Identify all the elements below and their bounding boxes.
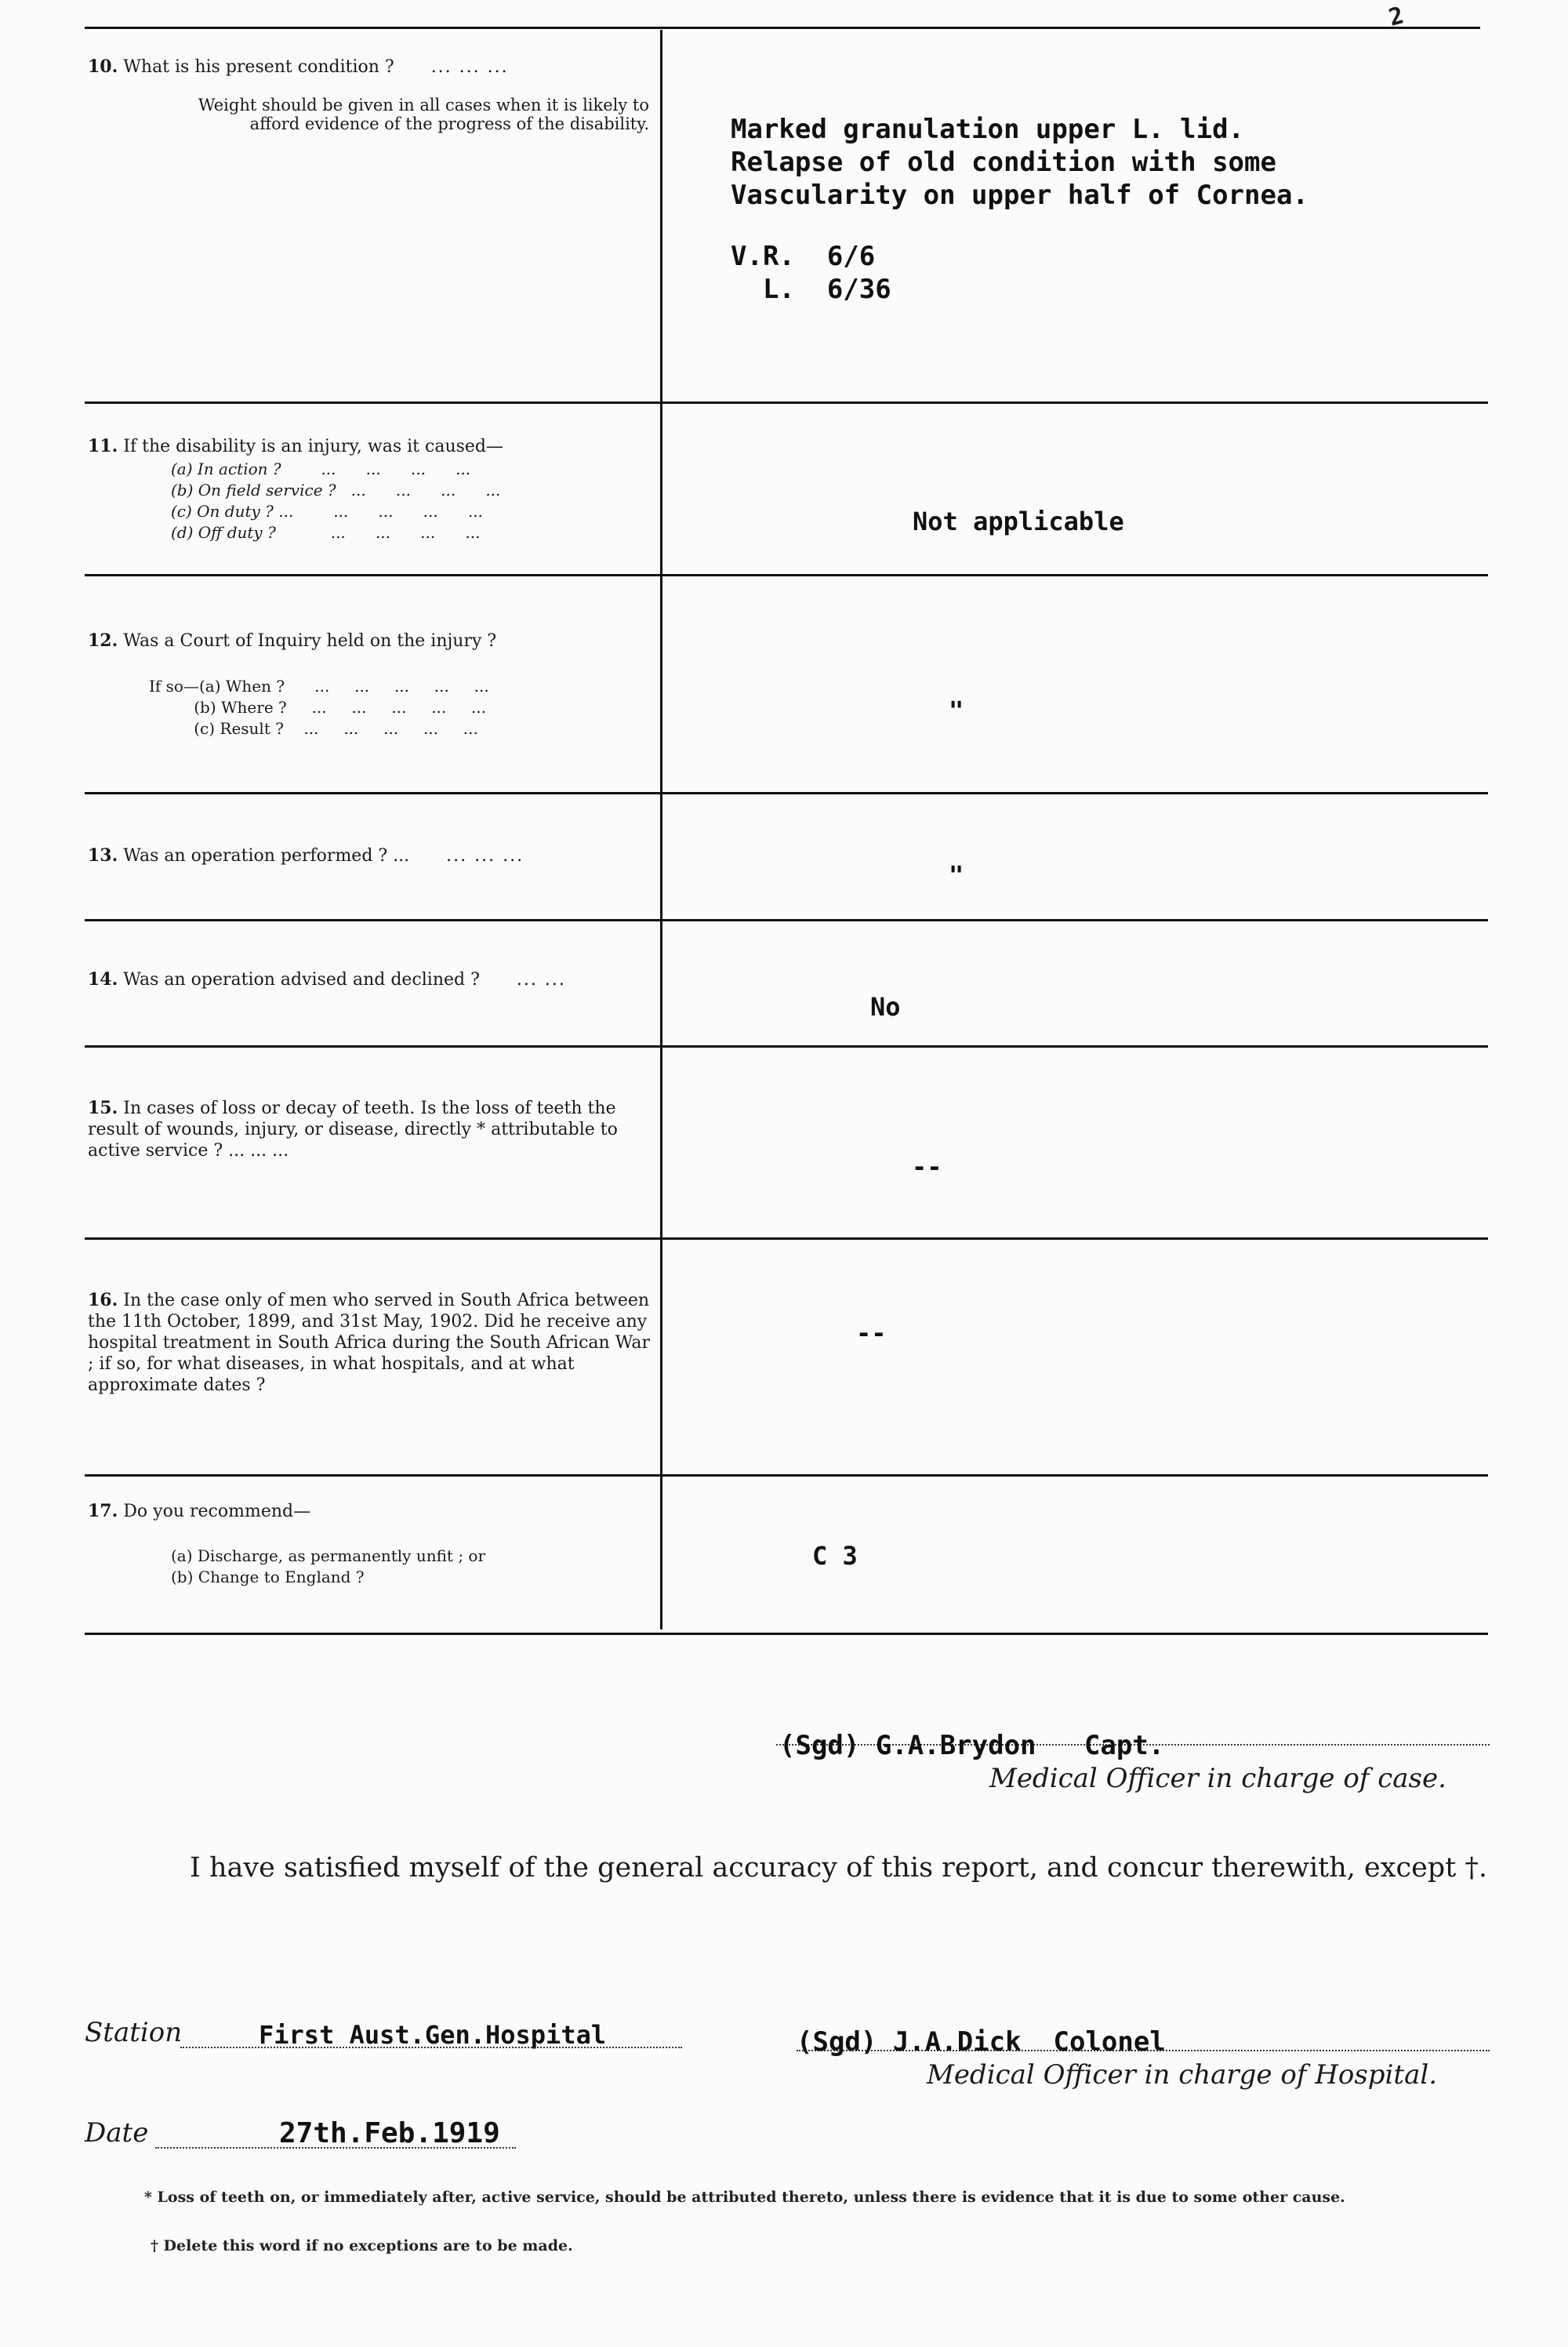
footnote-teeth: * Loss of teeth on, or immediately after, active service, should be attributed thereto, unless there is evidence that it is due to some other cause.: [144, 2189, 1345, 2206]
answer-10: Marked granulation upper L. lid. Relapse of old condition with some Vascularity on upper half of Cornea.: [731, 114, 1308, 211]
row-rule-15: [85, 1237, 1488, 1240]
answer-15: --: [912, 1152, 942, 1182]
question-11-b: (b) On field service ? ... ... ... ...: [171, 481, 501, 500]
date-label: Date: [85, 2117, 149, 2149]
station-value: First Aust.Gen.Hospital: [259, 2020, 607, 2050]
answer-12: ": [949, 696, 964, 725]
answer-13: ": [949, 860, 964, 890]
question-12-a: If so—(a) When ? ... ... ... ... ...: [149, 677, 489, 696]
question-10: 10. What is his present condition ? ... ... ...: [88, 56, 509, 77]
question-17: 17. Do you recommend—: [88, 1501, 311, 1521]
question-12-b: (b) Where ? ... ... ... ... ...: [149, 698, 487, 717]
row-rule-16: [85, 1474, 1488, 1477]
question-12: 12. Was a Court of Inquiry held on the injury ?: [88, 630, 497, 651]
corner-mark: 2: [1385, 2, 1407, 32]
row-rule-14: [85, 1045, 1488, 1048]
question-15: 15. In cases of loss or decay of teeth. Is the loss of teeth the result of wounds, injury, or disease, directly * attributable to active service ? ... ... ...: [88, 1098, 618, 1161]
signature-case-caption: Medical Officer in charge of case.: [989, 1763, 1446, 1794]
answer-17: C 3: [812, 1541, 858, 1571]
row-rule-12: [85, 792, 1488, 794]
concur-statement: I have satisfied myself of the general accuracy of this report, and concur therewith, except †.: [190, 1852, 1488, 1884]
answer-14: No: [870, 992, 901, 1022]
row-rule-11: [85, 574, 1488, 576]
bottom-rule: [85, 1633, 1488, 1635]
row-rule-13: [85, 919, 1488, 921]
question-11: 11. If the disability is an injury, was it caused—: [88, 436, 504, 456]
question-14: 14. Was an operation advised and declined ? ... ...: [88, 969, 566, 990]
question-12-c: (c) Result ? ... ... ... ... ...: [149, 719, 478, 738]
top-rule: [85, 27, 1480, 29]
answer-16: --: [856, 1318, 887, 1348]
question-13: 13. Was an operation performed ? ... ... ... ...: [88, 845, 524, 866]
signature-case-typed: (Sgd) G.A.Brydon Capt.: [779, 1730, 1165, 1761]
date-value: 27th.Feb.1919: [279, 2117, 500, 2149]
signature-hospital-caption: Medical Officer in charge of Hospital.: [927, 2059, 1438, 2091]
question-17-a: (a) Discharge, as permanently unfit ; or: [171, 1546, 486, 1565]
question-16: 16. In the case only of men who served in South Africa between the 11th October, 1899, and 31st May, 1902. Did he receive any hospital treatment in South Africa during the South African War ; if so, for what diseases, in what hospitals, and at what approximate dates ?: [88, 1290, 651, 1395]
question-11-d: (d) Off duty ? ... ... ... ...: [171, 523, 481, 542]
answer-11: Not applicable: [913, 507, 1124, 536]
column-divider: [660, 30, 662, 1629]
question-11-a: (a) In action ? ... ... ... ...: [171, 460, 471, 478]
answer-10-vision: V.R. 6/6 L. 6/36: [731, 241, 891, 305]
question-11-c: (c) On duty ? ... ... ... ... ...: [171, 502, 483, 521]
station-label: Station: [85, 2017, 183, 2048]
footnote-dagger: † Delete this word if no exceptions are to be made.: [151, 2237, 573, 2254]
signature-hospital-typed: (Sgd) J.A.Dick Colonel: [797, 2026, 1166, 2058]
question-17-b: (b) Change to England ?: [171, 1568, 365, 1586]
question-10-note: Weight should be given in all cases when it is likely to afford evidence of the progress of the disability.: [198, 96, 649, 133]
row-rule-10: [85, 401, 1488, 404]
